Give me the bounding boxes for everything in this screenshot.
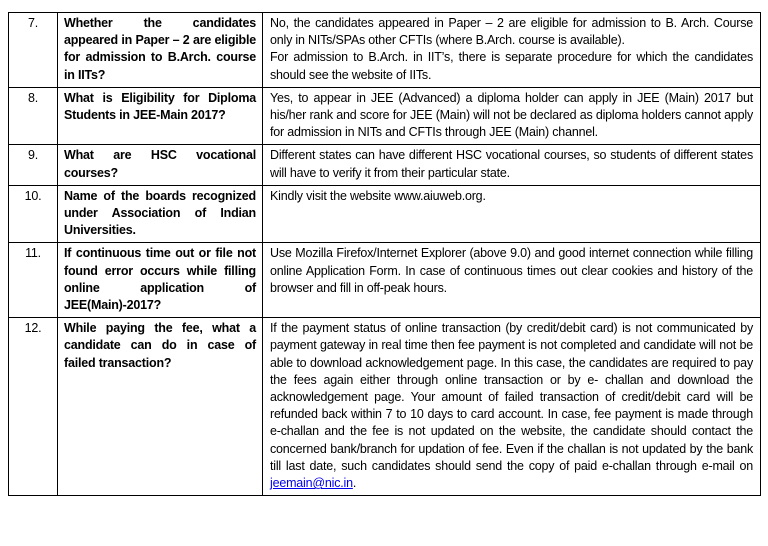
answer-text: If the payment status of online transaction (by credit/debit card) is not communicated by payment gateway in real time then fee payment is not completed and candidate will not be able to download acknowledgement page. In this case, the candidates are required to pay the fees again either through online transaction or by e- challan and download the acknowledgement page. Your amount of failed transaction of credit/debit card will be refunded back within 7 to 10 days to card account. In case, fee payment is made through e-challan and the fee is not updated on the website, the candidate should contact the concerned bank/branch for updation of fee. Even if the challan is not updated by the bank till last date, such candidates should send the copy of paid e-challan through e-mail on <box>270 321 753 473</box>
answer-cell <box>263 185 761 243</box>
faq-table <box>8 12 761 496</box>
answer-paragraph <box>270 49 753 83</box>
answer-paragraph <box>270 90 753 142</box>
answer-paragraph <box>270 245 753 297</box>
answer-paragraph <box>270 147 753 181</box>
faq-row <box>9 145 761 185</box>
answer-text: . <box>352 476 357 491</box>
row-number: 10. <box>9 185 58 243</box>
answer-cell <box>263 87 761 145</box>
faq-row <box>9 185 761 243</box>
question-cell: Whether the candidates appeared in Paper – 2 are eligible for admission to B.Arch. course in IITs? <box>58 13 263 88</box>
question-cell: What is Eligibility for Diploma Students in JEE-Main 2017? <box>58 87 263 145</box>
answer-cell <box>263 318 761 496</box>
answer-text: Use Mozilla Firefox/Internet Explorer (above 9.0) and good internet connection while filling online Application Form. In case of continuous times out clear cookies and history of the browser and fill in off-peak hours. <box>270 246 753 295</box>
answer-cell <box>263 243 761 318</box>
row-number: 7. <box>9 13 58 88</box>
row-number: 12. <box>9 318 58 496</box>
row-number: 9. <box>9 145 58 185</box>
answer-text: Kindly visit the website www.aiuweb.org. <box>270 188 486 203</box>
email-link[interactable]: jeemain@nic.in <box>270 476 353 491</box>
faq-row <box>9 87 761 145</box>
row-number: 11. <box>9 243 58 318</box>
answer-cell <box>263 145 761 185</box>
answer-cell <box>263 13 761 88</box>
question-cell: What are HSC vocational courses? <box>58 145 263 185</box>
row-number: 8. <box>9 87 58 145</box>
question-cell: Name of the boards recognized under Association of Indian Universities. <box>58 185 263 243</box>
question-cell: If continuous time out or file not found error occurs while filling online application of JEE(Main)-2017? <box>58 243 263 318</box>
faq-row <box>9 318 761 496</box>
answer-text: Yes, to appear in JEE (Advanced) a diploma holder can apply in JEE (Main) 2017 but his/her rank and score for JEE (Main) will not be declared as diploma holders cannot apply for admission in NITs and CFTIs through JEE (Main) channel. <box>270 90 753 140</box>
faq-row <box>9 13 761 88</box>
answer-text: For admission to B.Arch. in IIT’s, there is separate procedure for which the candidates should see the website of IITs. <box>270 50 753 82</box>
answer-paragraph <box>270 15 753 49</box>
question-cell: While paying the fee, what a candidate can do in case of failed transaction? <box>58 318 263 496</box>
answer-text: No, the candidates appeared in Paper – 2 are eligible for admission to B. Arch. Course only in NITs/SPAs other CFTIs (where B.Arch. course is available). <box>270 16 753 48</box>
answer-text: Different states can have different HSC vocational courses, so students of different states will have to verify it from their particular state. <box>270 148 753 180</box>
answer-paragraph <box>270 188 753 205</box>
answer-paragraph <box>270 320 753 492</box>
faq-row <box>9 243 761 318</box>
